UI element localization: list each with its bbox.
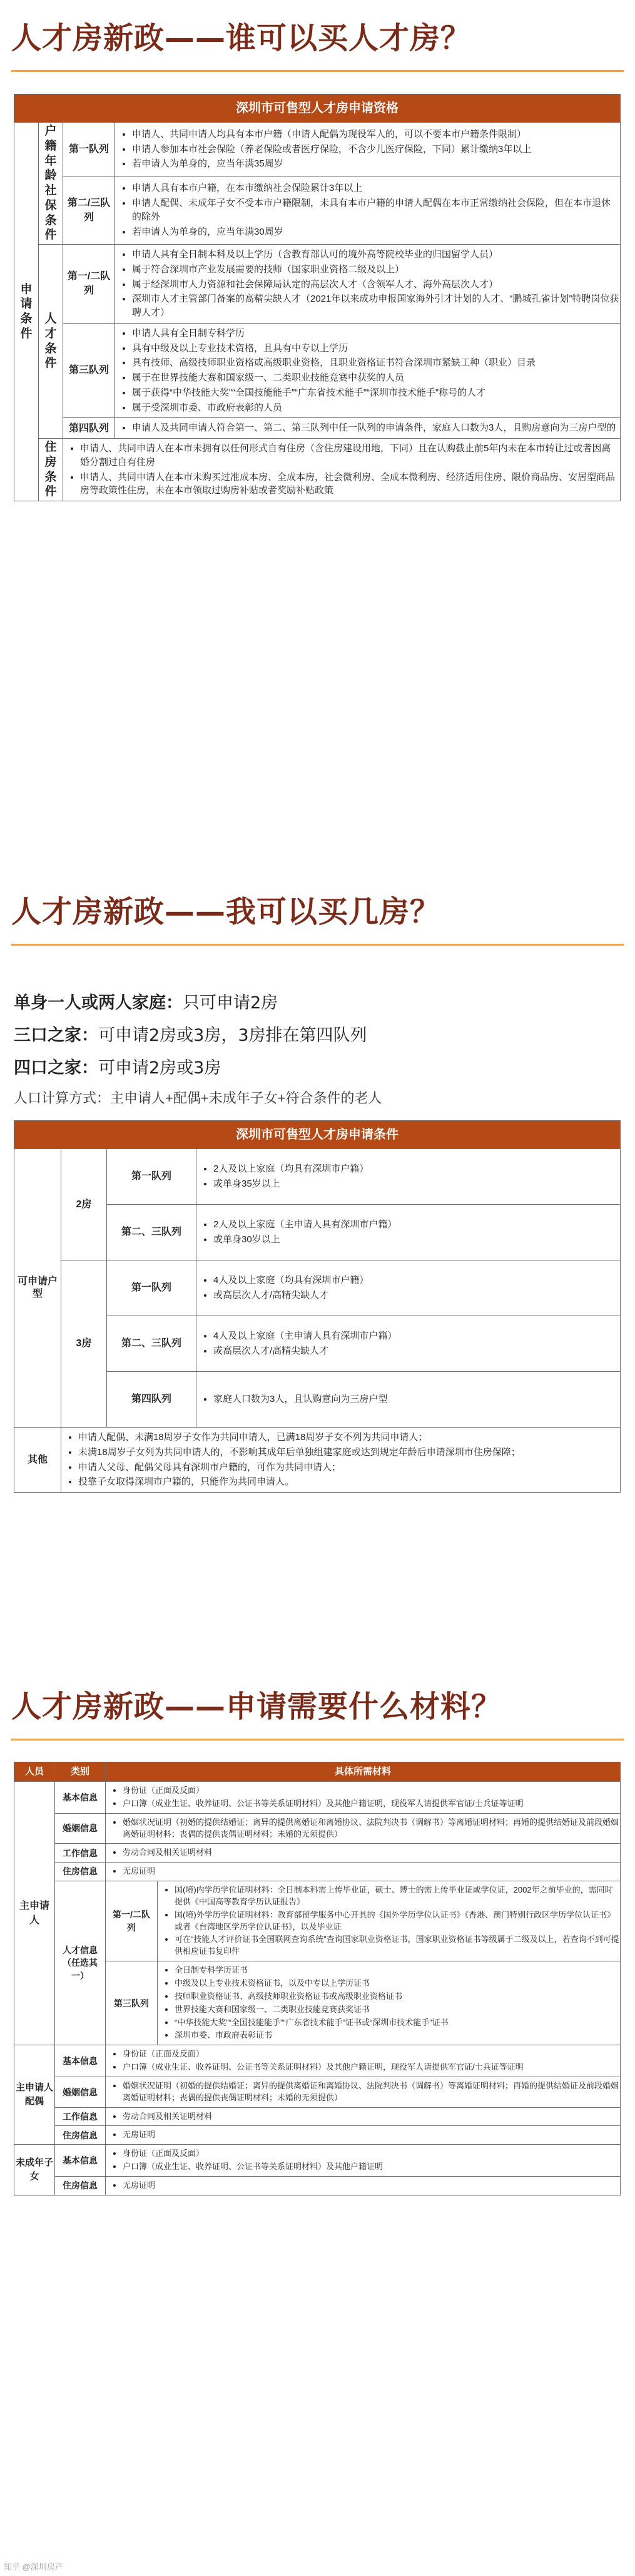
bullet-item: • 或高层次人才/高精尖缺人才 [213,1344,619,1358]
bullet-item: • 家庭人口数为3人，且认购意向为三房户型 [213,1393,619,1406]
bullet-item: • 劳动合同及相关证明材料 [123,2111,619,2123]
rule-text: 可申请2房或3房，3房排在第四队列 [98,1026,367,1045]
requirement-cell [115,323,621,418]
header-category: 类别 [55,1762,106,1782]
bullet-list [116,327,619,415]
rule-label: 三口之家： [14,1026,98,1045]
condition-cell [196,1316,621,1372]
queue-label: 第一/二队列 [106,1881,158,1961]
bullet-item: • 2人及以上家庭（均具有深圳市户籍） [213,1162,619,1176]
bullet-list [106,2111,619,2123]
category-label: 住房信息 [55,2126,106,2145]
category-label: 工作信息 [55,2107,106,2126]
bullet-list [158,1965,619,2042]
requirement-cell [115,245,621,324]
bullet-item: • 属于在世界技能大赛和国家级一、二类职业技能竞赛中获奖的人员 [132,371,619,385]
queue-label: 第四队列 [107,1372,196,1428]
bullet-item: • 具有中级及以上专业技术资格，且具有中专以上学历 [132,342,619,355]
bullet-item: • 户口簿（成业生证、收养证明、公证书等关系证明材料）及其他户籍证明，现役军人请提供军官证/士兵证等证明 [123,1798,619,1810]
layout-table-title: 深圳市可售型人才房申请条件 [14,1121,621,1149]
bullet-item: • 技师职业资格证书、高级技师职业资格证书或高级职业资格证书 [175,1991,619,2003]
requirement-cell [115,418,621,439]
category-label: 住房信息 [55,1863,106,1881]
bullet-list [106,2180,619,2192]
bullet-item: • 申请人具有本市户籍，在本市缴纳社会保险累计3年以上 [132,181,619,195]
materials-cell [158,1881,621,1961]
materials-cell [106,2126,621,2145]
queue-label: 第二、三队列 [107,1316,196,1372]
materials-cell [106,2176,621,2195]
bullet-item: • 国(境)外学历学位证明材料：教育部留学服务中心开具的《国外学历学位认证书》《香港、澳门特别行政区学历学位认证书》或者《台湾地区学历学位认证书》，以及毕业证 [175,1909,619,1933]
queue-label: 第三队列 [106,1961,158,2045]
bullet-item: • 无房证明 [123,2129,619,2141]
category-label: 婚姻信息 [55,1813,106,1844]
category-label: 婚姻信息 [55,2077,106,2107]
bullet-list [106,2129,619,2141]
bullet-item: • 中级及以上专业技术资格证书，以及中专以上学历证书 [175,1978,619,1990]
queue-label: 第三队列 [63,323,115,418]
minor-label: 未成年子女 [14,2145,55,2195]
room-2-label: 2房 [61,1149,107,1260]
bullet-list [197,1218,619,1247]
queue-label: 第四队列 [63,418,115,439]
header-person: 人员 [14,1762,55,1782]
bullet-item: • 未满18周岁子女列为共同申请人的，不影响其成年后单独组建家庭或达到规定年龄后申请深圳市住房保障； [78,1446,619,1459]
materials-cell [158,1961,621,2045]
queue-label: 第一队列 [107,1260,196,1316]
condition-cell [196,1260,621,1316]
layout-label: 可申请户型 [14,1149,61,1428]
bullet-item: • 申请人及共同申请人符合第一、第二、第三队列中任一队列的申请条件，家庭人口数为3人，且购房意向为三房户型的 [132,421,619,435]
rule-label: 四口之家： [14,1058,98,1078]
category-label: 工作信息 [55,1844,106,1863]
spouse-label: 主申请人配偶 [14,2045,55,2145]
population-note: 人口计算方式：主申请人+配偶+未成年子女+符合条件的老人 [14,1090,382,1106]
header-materials: 具体所需材料 [106,1762,621,1782]
bullet-list [106,1847,619,1859]
queue-label: 第二/三队列 [63,176,115,244]
section3-title: 人才房新政——申请需要什么材料？ [11,1689,502,1724]
watermark: 知乎 @深圳房产 [4,2562,63,2572]
bullet-item: • 申请人具有全日制本科及以上学历（含教育部认可的境外高等院校毕业的归国留学人员） [132,248,619,262]
bullet-item: • 若申请人为单身的，应当年满30周岁 [132,225,619,239]
bullet-item: • 世界技能大赛和国家级一、二类职业技能竞赛获奖证书 [175,2004,619,2016]
bullet-list [106,2148,619,2173]
bullet-item: • 国(境)内学历学位证明材料：全日制本科需上传毕业证，硕士、博士的需上传毕业证或学位证，2002年之前毕业的，需同时提供《中国高等教育学历认证报告》 [175,1884,619,1908]
rule-line-single [14,989,278,1013]
bullet-item: • 或单身30岁以上 [213,1233,619,1247]
section2-underline [11,944,624,946]
rule-label: 单身一人或两人家庭： [14,993,183,1013]
bullet-item: • 婚姻状况证明（初婚的提供结婚证；离异的提供离婚证和离婚协议、法院判决书（调解书）等离婚证明材料；再婚的提供结婚证及前段婚姻离婚证明材料；丧偶的提供丧偶证明材料；未婚的无须提供） [123,1817,619,1841]
eligibility-table-title: 深圳市可售型人才房申请资格 [14,95,621,123]
materials-cell [106,2077,621,2107]
bullet-item: • 4人及以上家庭（均具有深圳市户籍） [213,1274,619,1287]
bullet-list [116,181,619,238]
materials-table [14,1762,621,2195]
bullet-item: • 属于经深圳市人力资源和社会保障局认定的高层次人才（含领军人才、海外高层次人才） [132,278,619,292]
rule-text: 可申请2房或3房 [98,1058,221,1078]
bullet-item: • 全日制专科学历证书 [175,1965,619,1976]
bullet-item: • 无房证明 [123,1866,619,1878]
other-cell [61,1428,621,1493]
bullet-list [197,1329,619,1358]
bullet-list [197,1274,619,1302]
materials-cell [106,1782,621,1814]
bullet-item: • 或单身35岁以上 [213,1177,619,1191]
main-applicant-label: 主申请人 [14,1782,55,2045]
hukou-label: 户籍年龄社保条件 [39,123,63,245]
requirement-cell [115,123,621,176]
bullet-list [64,442,619,498]
housing-label: 住房条件 [39,439,63,501]
bullet-list [106,1785,619,1810]
materials-cell [106,2107,621,2126]
queue-label: 第一队列 [107,1149,196,1205]
bullet-item: • 劳动合同及相关证明材料 [123,1847,619,1859]
bullet-item: • “中华技能大奖”“全国技能能手”“广东省技术能手”证书或“深圳市技术能手”证书 [175,2017,619,2029]
materials-cell [106,2045,621,2077]
bullet-item: • 身份证（正面及反面） [123,2148,619,2160]
bullet-item: • 申请人参加本市社会保险（养老保险或者医疗保险，不含少儿医疗保险，下同）累计缴纳3年以上 [132,143,619,156]
bullet-item: • 具有技师、高级技师职业资格或高级职业资格，且职业资格证书符合深圳市紧缺工种（职业）目录 [132,356,619,370]
bullet-item: • 属于获得“中华技能大奖”“全国技能能手”“广东省技术能手”“深圳市技术能手”称号的人才 [132,386,619,400]
bullet-item: • 投靠子女取得深圳市户籍的，只能作为共同申请人。 [78,1475,619,1489]
category-label: 基本信息 [55,1782,106,1814]
bullet-list [62,1431,619,1489]
room-3-label: 3房 [61,1260,107,1428]
bullet-list [197,1162,619,1191]
category-label: 基本信息 [55,2145,106,2177]
materials-cell [106,1844,621,1863]
bullet-item: • 申请人配偶、未成年子女不受本市户籍限制，未具有本市户籍的申请人配偶在本市正常缴纳社会保险，但在本市退休的除外 [132,197,619,224]
bullet-list [106,1866,619,1878]
bullet-item: • 申请人、共同申请人在本市未购买过准成本房、全成本房，社会微利房、全成本微利房、经济适用住房、限价商品房、安居型商品房等政策性住房，未在本市领取过购房补贴或者奖励补贴政策 [80,471,619,498]
materials-cell [106,1863,621,1881]
bullet-item: • 申请人父母、配偶父母具有深圳市户籍的，可作为共同申请人； [78,1461,619,1475]
section2-title: 人才房新政——我可以买几房？ [11,894,441,929]
bullet-list [106,2080,619,2104]
bullet-item: • 4人及以上家庭（主申请人具有深圳市户籍） [213,1329,619,1343]
talent-label: 人才条件 [39,245,63,439]
materials-cell [106,1813,621,1844]
queue-label: 第一/二队列 [63,245,115,324]
eligibility-table [14,94,621,501]
bullet-list [106,2048,619,2073]
bullet-item: • 属于符合深圳市产业发展需要的技师（国家职业资格二级及以上） [132,263,619,277]
bullet-item: • 申请人配偶、未满18周岁子女作为共同申请人，已满18周岁子女不列为共同申请人； [78,1431,619,1444]
category-label: 住房信息 [55,2176,106,2195]
queue-label: 第二、三队列 [107,1205,196,1260]
bullet-list [116,421,619,435]
section1-underline [11,70,624,72]
condition-cell [196,1149,621,1205]
requirement-cell [115,176,621,244]
bullet-list [116,128,619,171]
bullet-item: • 身份证（正面及反面） [123,2048,619,2060]
bullet-item: • 户口簿（成业生证、收养证明、公证书等关系证明材料）及其他户籍证明，现役军人请提供军官证/士兵证等证明 [123,2062,619,2073]
apply-label: 申请条件 [14,123,39,501]
materials-cell [106,2145,621,2177]
bullet-item: • 深圳市委、市政府表彰证书 [175,2030,619,2042]
condition-cell [196,1205,621,1260]
bullet-list [106,1817,619,1841]
bullet-list [158,1884,619,1958]
rule-line-three [14,1021,367,1046]
other-label: 其他 [14,1428,61,1493]
housing-requirement-cell [63,439,621,501]
bullet-item: • 深圳市人才主管部门备案的高精尖缺人才（2021年以来成功申报国家海外引才计划的人才、“鹏城孔雀计划”特聘岗位获聘人才） [132,292,619,320]
bullet-item: • 申请人、共同申请人在本市未拥有以任何形式自有住房（含住房建设用地，下同）且在认购截止前5年内未在本市转让过或者因离婚分割过自有住房 [80,442,619,469]
talent-info-label: 人才信息（任选其一） [55,1881,106,2045]
category-label: 基本信息 [55,2045,106,2077]
rule-text: 只可申请2房 [183,993,278,1013]
bullet-list [197,1393,619,1406]
bullet-item: • 若申请人为单身的，应当年满35周岁 [132,157,619,171]
queue-label: 第一队列 [63,123,115,176]
bullet-item: • 申请人、共同申请人均具有本市户籍（申请人配偶为现役军人的，可以不要本市户籍条件限制） [132,128,619,141]
bullet-list [116,248,619,320]
bullet-item: • 可在“技能人才评价证书全国联网查询系统”查询国家职业资格证书，国家职业资格证书等级属于二级及以上，若查询不到可提供相应证书复印件 [175,1934,619,1958]
bullet-item: • 身份证（正面及反面） [123,1785,619,1797]
rule-line-four [14,1054,221,1078]
bullet-item: • 或高层次人才/高精尖缺人才 [213,1289,619,1302]
section3-underline [11,1739,624,1740]
bullet-item: • 申请人具有全日制专科学历 [132,327,619,340]
bullet-item: • 属于受深圳市委、市政府表彰的人员 [132,401,619,415]
bullet-item: • 无房证明 [123,2180,619,2192]
bullet-item: • 2人及以上家庭（主申请人具有深圳市户籍） [213,1218,619,1232]
condition-cell [196,1372,621,1428]
layout-table [14,1120,621,1493]
bullet-item: • 户口簿（成业生证、收养证明、公证书等关系证明材料）及其他户籍证明 [123,2161,619,2173]
bullet-item: • 婚姻状况证明（初婚的提供结婚证；离异的提供离婚证和离婚协议、法院判决书（调解书）等离婚证明材料；再婚的提供结婚证及前段婚姻离婚证明材料；丧偶的提供丧偶证明材料；未婚的无须提供） [123,2080,619,2104]
section1-title: 人才房新政——谁可以买人才房？ [11,21,472,56]
